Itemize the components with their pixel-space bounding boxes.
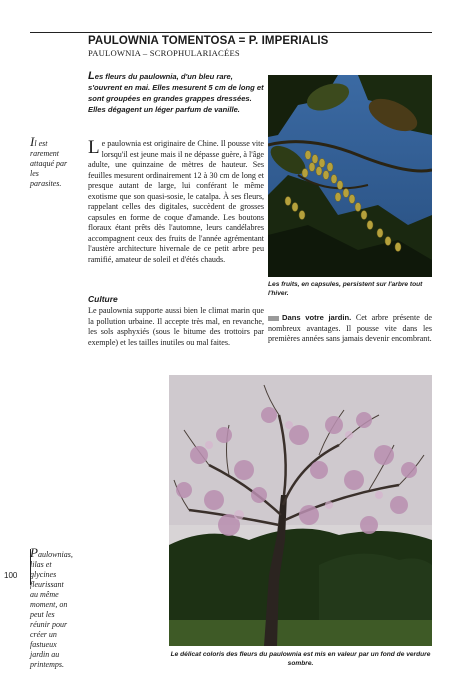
fruits-photo-illustration [268, 75, 432, 277]
lead-text: es fleurs du paulownia, d'un bleu rare, s'ouvrent en mai. Elles mesurent 5 cm de long et sont groupées en grandes grappes dressées. Elles dégagent un léger parfum de vanille. [88, 72, 264, 114]
side-note-parasites-initial: I [30, 134, 35, 149]
lead-paragraph [88, 71, 264, 115]
culture-paragraph: Le paulownia supporte aussi bien le climat marin que la pollution urbaine. Il accepte très mal, en revanche, les sols asphyxiés (sous le bitume des trottoirs par exemple) et les tailles inutiles ou mal faites. [88, 306, 264, 347]
header-rule [30, 32, 432, 33]
page-title: PAULOWNIA TOMENTOSA = P. IMPERIALIS [88, 35, 329, 47]
tree-photo-illustration [169, 375, 432, 646]
page-number: 100 [4, 571, 18, 580]
garden-label: Dans votre jardin. [282, 313, 352, 322]
side-note-companions-initial: P [30, 545, 38, 560]
side-note-companions [30, 545, 73, 670]
body-paragraph [88, 139, 264, 265]
fruits-photo-caption: Les fruits, en capsules, persistent sur l'arbre tout l'hiver. [268, 281, 423, 297]
fruits-photo [268, 75, 432, 277]
side-note-parasites [30, 134, 70, 189]
garden-paragraph [268, 313, 432, 345]
side-note-parasites-text: l est rarement attaqué par les parasites. [30, 139, 68, 188]
page-subtitle: PAULOWNIA – SCROPHULARIACÉES [88, 48, 240, 58]
lead-initial: L [88, 70, 95, 82]
section-marker-icon [268, 316, 279, 321]
side-note-companions-text: aulownias, lilas et glycines fleurissant au même moment, on peut les réunir pour créer un fastueux jardin au printemps. [30, 550, 73, 669]
culture-heading: Culture [88, 294, 118, 304]
body-dropcap: L [88, 137, 100, 158]
garden-text: Cet arbre présente de nombreux avantages. Il pousse vite dans les premières années sans jamais devenir encombrant. [268, 313, 432, 343]
tree-photo-caption: Le délicat coloris des fleurs du paulownia est mis en valeur par un fond de verdure sombre. [170, 651, 431, 667]
body-text: e paulownia est originaire de Chine. Il pousse vite lorsqu'il est jeune mais il ne dépasse guère, à l'âge adulte, une quinzaine de mètres de hauteur. Ses feuilles mesurent ordinairement 12 à 30 cm de long et presque autant de large, lui conférant le même exotisme que son quasi-sosie, le catalpa. À ses fleurs, rappelant celles des digitales, succèdent de grosses capsules en forme de coque d'amande. Les boutons floraux étant prêts dès l'automne, leurs candélabres accompagnent ceux des fruits de l'année agrémentant l'austère architecture hivernale de ce petit arbre peu ramifié, amateur de soleil et d'étés chauds. [88, 139, 264, 264]
tree-photo [169, 375, 432, 646]
